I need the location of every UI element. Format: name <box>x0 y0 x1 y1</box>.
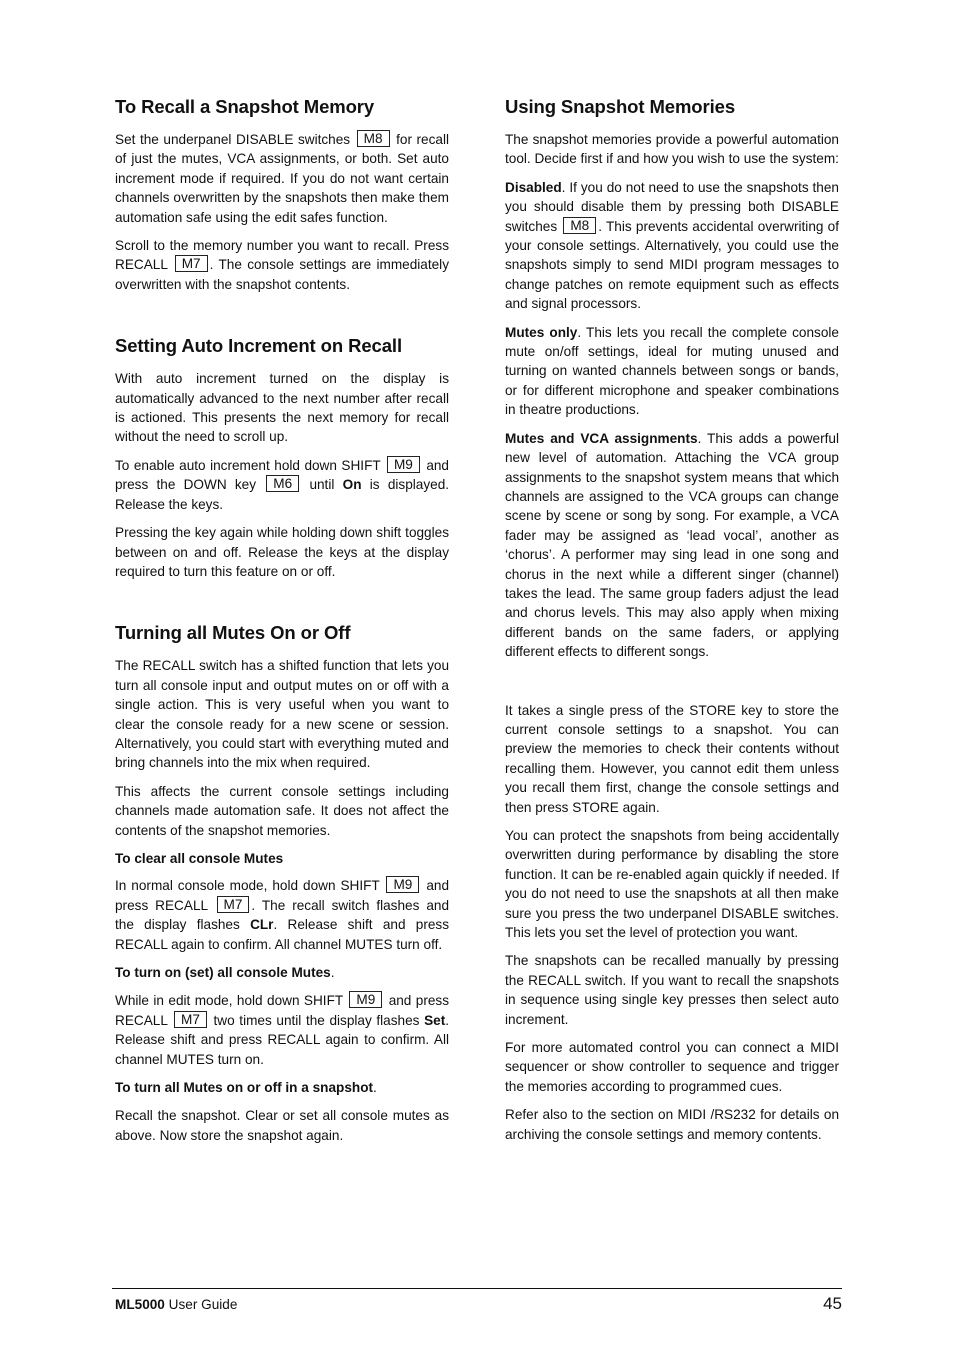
key-m7: M7 <box>174 1011 207 1028</box>
using-snapshots-heading: Using Snapshot Memories <box>505 96 736 117</box>
using-paragraph-1: The snapshot memories provide a powerful automation tool. Decide first if and how you wish to use the system: <box>505 132 839 167</box>
mutes-heading: Turning all Mutes On or Off <box>115 622 351 644</box>
recall-paragraph-1: Set the underpanel DISABLE switches M8 for recall of just the mutes, VCA assignments, or both. Set auto increment mode if required. If you do not want certain channels overwritten by the snapshots then make them automation safe using the edit safes function. <box>115 131 450 225</box>
clear-mutes-subheading: To clear all console Mutes <box>115 850 284 866</box>
protect-paragraph: You can protect the snapshots from being accidentally overwritten during performance by disabling the store function. It can be re-enabled again quickly if needed. If you do not need to use the snapshots at all then make sure you press the two underpanel DISABLE switches. This lets you set the level of protection you want. <box>505 828 839 941</box>
key-m7: M7 <box>175 255 208 272</box>
key-m9: M9 <box>386 876 419 893</box>
right-column <box>505 96 839 1153</box>
auto-increment-paragraph-2: To enable auto increment hold down SHIFT M9 and press the DOWN key M6 until On is displayed. Release the keys. <box>115 456 450 512</box>
mutes-vca-paragraph: Mutes and VCA assignments. This adds a powerful new level of automation. Attaching the VCA group assignments to the snapshot system means that which channels are assigned to the VCA groups can change scene by scene or song by song. For example, a VCA fader may be assigned as ‘lead vocal’, another as ‘chorus’. A performer may sing lead in one song and chorus in the next while a different singer (channel) takes the lead. The same group faders adjust the lead and chorus levels. This may also apply when mixing different bands on the same faders, or applying different effects to different songs. <box>505 430 839 660</box>
mutes-paragraph-1: The RECALL switch has a shifted function that lets you turn all console input and output mutes on or off with a single action. This is very useful when you want to clear the console ready for a new scene or session. Alternatively, you could start with everything muted and bring channels into the mix when required. <box>115 658 449 771</box>
disabled-paragraph: Disabled. If you do not need to use the snapshots then you should disable them by pressing both DISABLE switches M8 . This prevents accidental overwriting of your console settings. Alternatively, you could use the snapshots simply to send MIDI program messages to change patches on remote equipment such as effects and signal processors. <box>505 179 839 312</box>
set-mutes-paragraph: While in edit mode, hold down SHIFT M9 and press RECALL M7 two times until the display flashes Set. Release shift and press RECALL again to confirm. All channel MUTES turn on. <box>115 992 450 1067</box>
auto-increment-paragraph-1: With auto increment turned on the display is automatically advanced to the next number after recall is actioned. This presents the next memory for recall without the need to scroll up. <box>115 371 449 445</box>
snapshot-mutes-paragraph: Recall the snapshot. Clear or set all console mutes as above. Now store the snapshot again. <box>115 1108 449 1143</box>
refer-midi-paragraph: Refer also to the section on MIDI /RS232 for details on archiving the console settings and memory contents. <box>505 1107 839 1142</box>
page-number: 45 <box>823 1294 842 1313</box>
key-m7: M7 <box>217 896 250 913</box>
footer-rule <box>112 1288 842 1289</box>
recall-snapshot-heading: To Recall a Snapshot Memory <box>115 96 375 117</box>
store-paragraph: It takes a single press of the STORE key to store the current console settings to a snapshot. You can preview the memories to check their contents without recalling them. However, you cannot edit them unless you recall them first, change the console settings and then press STORE again. <box>505 702 839 815</box>
key-m8: M8 <box>357 130 390 147</box>
recall-paragraph-2: Scroll to the memory number you want to recall. Press RECALL M7 . The console settings are immediately overwritten with the snapshot contents. <box>115 238 450 292</box>
set-mutes-subheading: To turn on (set) all console Mutes. <box>115 965 335 980</box>
snapshot-mutes-subheading: To turn all Mutes on or off in a snapshot. <box>115 1080 377 1096</box>
mutes-paragraph-2: This affects the current console settings including channels made automation safe. It does not affect the contents of the snapshot memories. <box>115 783 449 838</box>
auto-increment-paragraph-3: Pressing the key again while holding down shift toggles between on and off. Release the keys at the display required to turn this feature on or off. <box>115 525 449 579</box>
clear-mutes-paragraph: In normal console mode, hold down SHIFT M9 and press RECALL M7 . The recall switch flashes and the display flashes CLr. Release shift and press RECALL again to confirm. All channel MUTES turn off. <box>115 877 450 952</box>
auto-increment-heading: Setting Auto Increment on Recall <box>115 335 403 357</box>
footer-product: ML5000 User Guide <box>115 1297 238 1312</box>
recall-manual-paragraph: The snapshots can be recalled manually by pressing the RECALL switch. If you want to recall the snapshots in sequence using single key presses then select auto increment. <box>505 953 839 1027</box>
midi-control-paragraph: For more automated control you can connect a MIDI sequencer or show controller to sequence and trigger the memories according to programmed cues. <box>505 1040 839 1094</box>
mutes-only-paragraph: Mutes only. This lets you recall the complete console mute on/off settings, ideal for muting unused and turning on wanted channels between songs or bands, or for different microphone and speaker combinations in theatre productions. <box>505 324 839 418</box>
key-m9: M9 <box>387 456 420 473</box>
key-m9: M9 <box>349 991 382 1008</box>
key-m8: M8 <box>563 217 596 234</box>
left-column <box>115 96 449 1154</box>
key-m6: M6 <box>266 475 299 492</box>
